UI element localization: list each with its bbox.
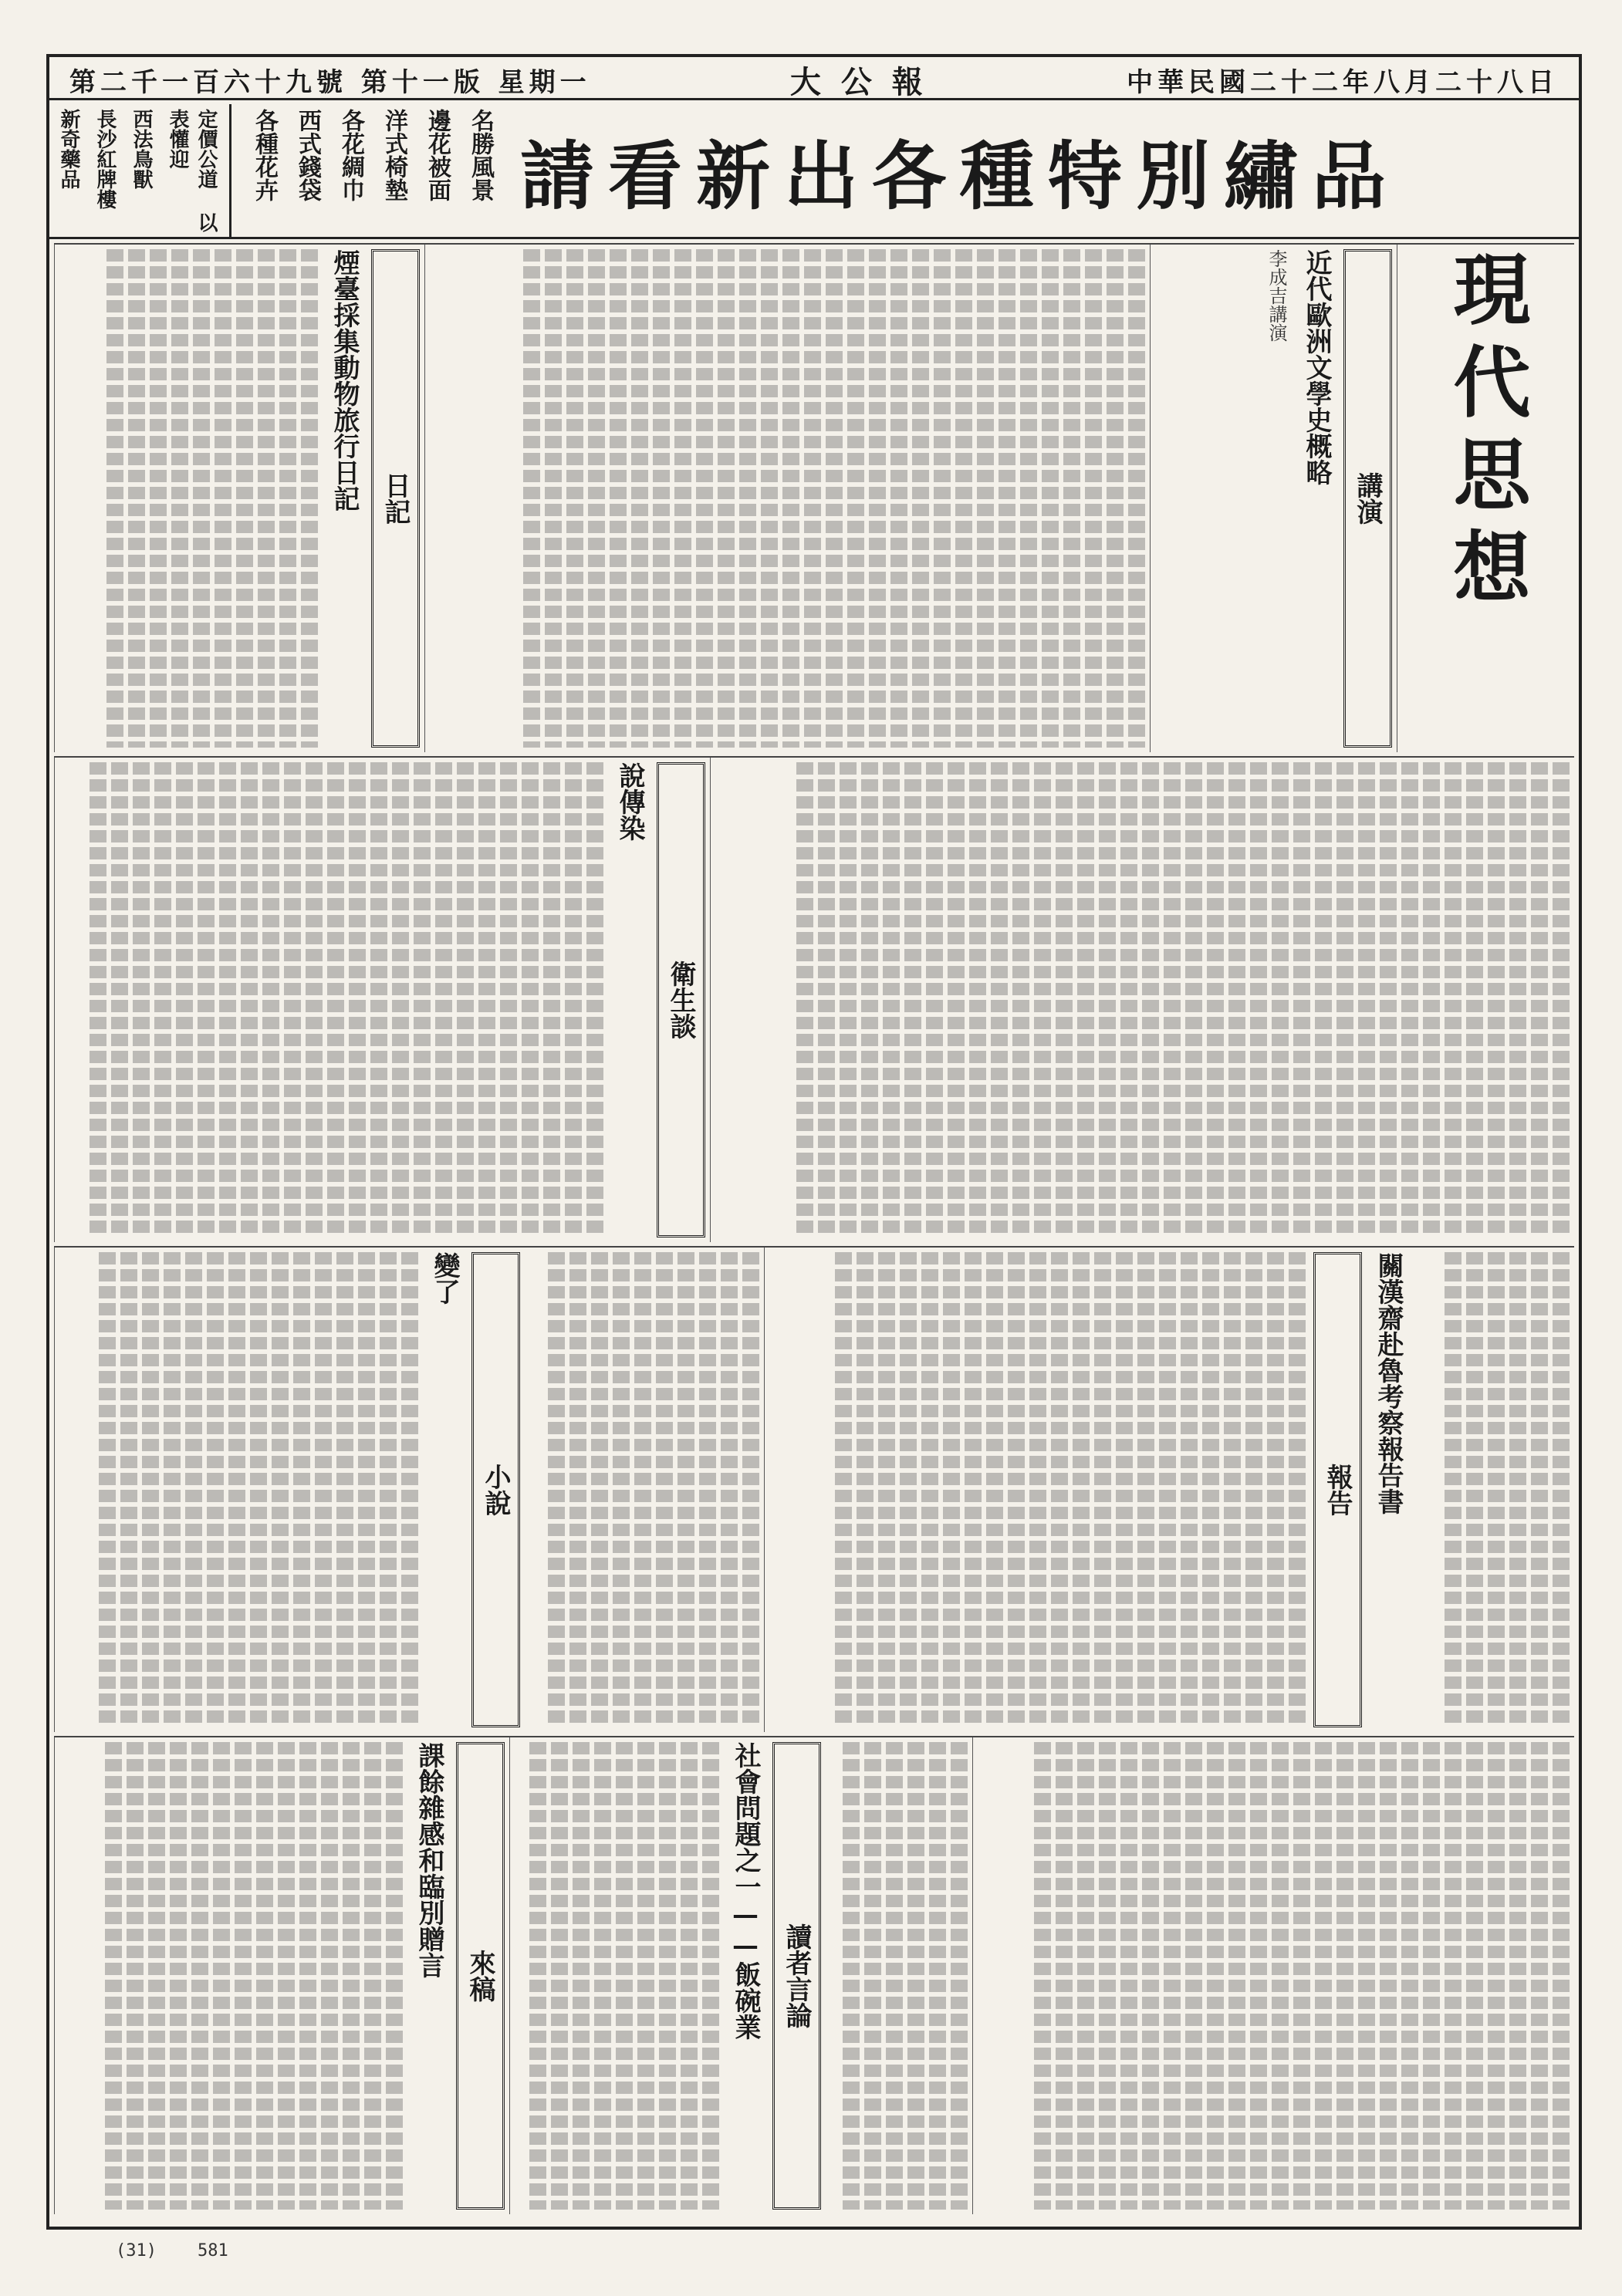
diary-section (54, 245, 424, 752)
report-body (769, 1252, 1306, 1727)
fiction-body (59, 1252, 418, 1727)
report-section (764, 1248, 1574, 1732)
band-fourth (54, 1736, 1574, 2214)
masthead-right: 中華民國二十二年八月二十八日 (1126, 67, 1559, 98)
side-ad: 西法鳥獸 (130, 109, 153, 189)
section-tag: 報告 (1313, 1252, 1362, 1727)
lecture-continued (710, 758, 1574, 1242)
ad-product-list (247, 109, 497, 232)
column-title: 現代思想 (1440, 249, 1532, 620)
report-continued (972, 1737, 1574, 2214)
ad-product: 洋式椅墊 (380, 109, 407, 201)
hygiene-body (59, 762, 603, 1237)
fiction-prior (528, 1252, 759, 1727)
masthead (46, 62, 1582, 100)
readers-body-right (829, 1742, 968, 2210)
section-title: 說傳染 (614, 762, 645, 841)
section-tag: 日記 (371, 249, 420, 748)
section-title: 近代歐洲文學史概略 (1301, 249, 1332, 485)
side-ad: 新奇藥品 (57, 109, 80, 189)
lecture-body (424, 245, 1150, 752)
side-ad-strip (46, 104, 231, 239)
section-tag: 來稿 (456, 1742, 505, 2210)
section-tag: 講演 (1343, 249, 1392, 748)
page-ref: (31) (116, 2241, 157, 2261)
section-tag: 讀者言論 (772, 1742, 821, 2210)
ad-product: 各花綢巾 (337, 109, 364, 201)
report-intro (1415, 1252, 1570, 1727)
section-title: 關漢齋赴魯考察報告書 (1373, 1252, 1404, 1514)
ad-product: 各種花卉 (251, 109, 278, 201)
folio-number: 581 (197, 2241, 228, 2261)
section-title: 變了 (429, 1252, 460, 1305)
section-tag: 小說 (471, 1252, 520, 1727)
contrib-body (59, 1742, 403, 2210)
readers-section (509, 1737, 972, 2214)
contrib-section (54, 1737, 509, 2214)
section-tag: 衛生談 (657, 762, 705, 1237)
side-ad: 長沙紅牌樓 (93, 109, 117, 209)
lecture-section (1150, 245, 1397, 752)
fiction-section (54, 1248, 764, 1732)
section-title: 煙臺採集動物旅行日記 (329, 249, 360, 512)
section-byline: 李成吉講演 (1265, 249, 1287, 342)
ad-product: 名勝風景 (467, 109, 494, 201)
ad-headline: 請看新出各種特別繡品 (520, 132, 1400, 220)
band-third (54, 1246, 1574, 1732)
section-title: 社會問題之一——飯碗業 (730, 1742, 761, 2040)
ad-product: 西式錢袋 (294, 109, 321, 201)
ad-banner (231, 104, 1582, 239)
readers-body (515, 1742, 719, 2210)
column-title-block (1397, 245, 1574, 752)
page-footer (116, 2241, 228, 2261)
section-title: 課餘雜感和臨別贈言 (414, 1742, 444, 1978)
band-top (54, 243, 1574, 752)
hygiene-section (54, 758, 710, 1242)
ad-product: 邊花被面 (424, 109, 451, 201)
side-ad: 定價公道 以表懽迎 (166, 109, 218, 232)
masthead-left: 第二千一百六十九號 第十一版 星期一 (69, 67, 591, 98)
diary-body (59, 249, 318, 748)
masthead-center: 大 公 報 (789, 64, 928, 100)
band-second (54, 756, 1574, 1242)
